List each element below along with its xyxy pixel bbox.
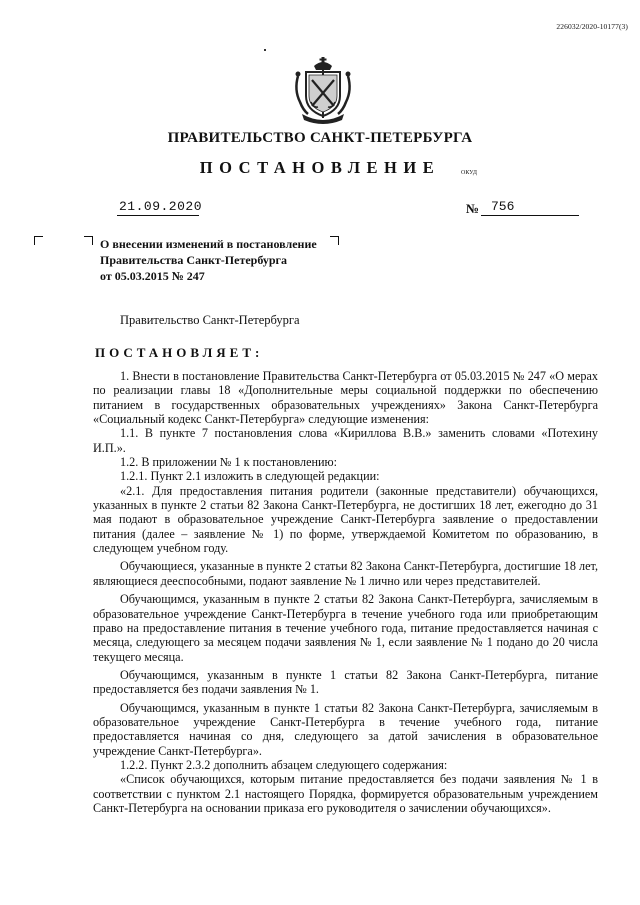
paragraph-1-1: 1.1. В пункте 7 постановления слова «Кириллова В.В.» заменить словами «Потехину И.П.».	[93, 426, 598, 455]
paragraph-1-2: 1.2. В приложении № 1 к постановлению:	[120, 455, 338, 470]
title-line-3: от 05.03.2015 № 247	[100, 269, 205, 283]
paragraph-1-2-1: 1.2.1. Пункт 2.1 изложить в следующей редакции:	[120, 469, 380, 484]
title-corner-mark-middle	[84, 236, 93, 245]
title-corner-mark-left	[34, 236, 43, 245]
scan-speck	[264, 49, 266, 51]
paragraph-mid-year: Обучающимся, указанным в пункте 2 статьи 82 Закона Санкт-Петербурга, зачисляемым в образовательное учреждение Санкт-Петербурга в течение учебного года или приобретающим право на предоставление питания в течение учебного года, питание предоставляется начиная с месяца, следующего за месяцем подачи заявления № 1, если заявление № 1 подано до 20 числа текущего месяца.	[93, 592, 598, 664]
decree-number: 756	[481, 199, 579, 216]
paragraph-adults: Обучающиеся, указанные в пункте 2 статьи 82 Закона Санкт-Петербурга, достигшие 18 лет, являющиеся дееспособными, подают заявление № 1 лично или через представителей.	[93, 559, 598, 588]
decree-date: 21.09.2020	[119, 199, 203, 214]
title-line-1: О внесении изменений в постановление	[100, 237, 317, 251]
coat-of-arms-emblem	[292, 56, 354, 124]
paragraph-1: 1. Внести в постановление Правительства Санкт-Петербурга от 05.03.2015 № 247 «О мерах по реализации главы 18 «Дополнительные меры социальной поддержки по обеспечению питанием в государственных образовательных учреждениях» Закона Санкт-Петербурга «Социальный кодекс Санкт-Петербурга» следующие изменения:	[93, 369, 598, 427]
okud-label: ОКУД	[461, 170, 477, 176]
paragraph-item-1-no-application: Обучающимся, указанным в пункте 1 статьи 82 Закона Санкт-Петербурга, питание предоставляется без подачи заявления № 1.	[93, 667, 598, 697]
decree-title	[100, 236, 360, 284]
paragraph-2-1-text: «2.1. Для предоставления питания родители (законные представители) обучающихся, указанных в пункте 2 статьи 82 Закона Санкт-Петербурга, не достигших 18 лет, ежегодно до 31 мая подают в образовательное учреждение Санкт-Петербурга заявление о предоставлении питания (далее – заявление № 1) по форме, утверждаемой Комитетом по образованию, в следующем учебном году.	[93, 483, 598, 556]
resolves-heading: ПОСТАНОВЛЯЕТ:	[95, 345, 264, 360]
paragraph-item-1-mid-year: Обучающимся, указанным в пункте 1 статьи 82 Закона Санкт-Петербурга, зачисляемым в образовательное учреждение Санкт-Петербурга в течение учебного года, питание предоставляется начиная со дня, следующего за датой зачисления в образовательное учреждение Санкт-Петербурга».	[93, 700, 598, 758]
document-registration-number: 226032/2020-10177(3)	[556, 22, 628, 31]
document-type-heading: ПОСТАНОВЛЕНИЕ	[199, 158, 441, 177]
paragraph-list-of-students: «Список обучающихся, которым питание предоставляется без подачи заявления № 1 в соответствии с пунктом 2.1 настоящего Порядка, формируется образовательным учреждением Санкт-Петербурга на основании приказа его руководителя о зачислении обучающихся».	[93, 772, 598, 815]
paragraph-1-2-2: 1.2.2. Пункт 2.3.2 дополнить абзацем следующего содержания:	[120, 757, 448, 772]
decree-body	[93, 369, 598, 815]
number-sign: №	[466, 201, 480, 216]
title-line-2: Правительства Санкт-Петербурга	[100, 253, 288, 267]
government-name: ПРАВИТЕЛЬСТВО САНКТ-ПЕТЕРБУРГА	[167, 130, 473, 146]
issuer-text: Правительство Санкт-Петербурга	[120, 313, 300, 327]
